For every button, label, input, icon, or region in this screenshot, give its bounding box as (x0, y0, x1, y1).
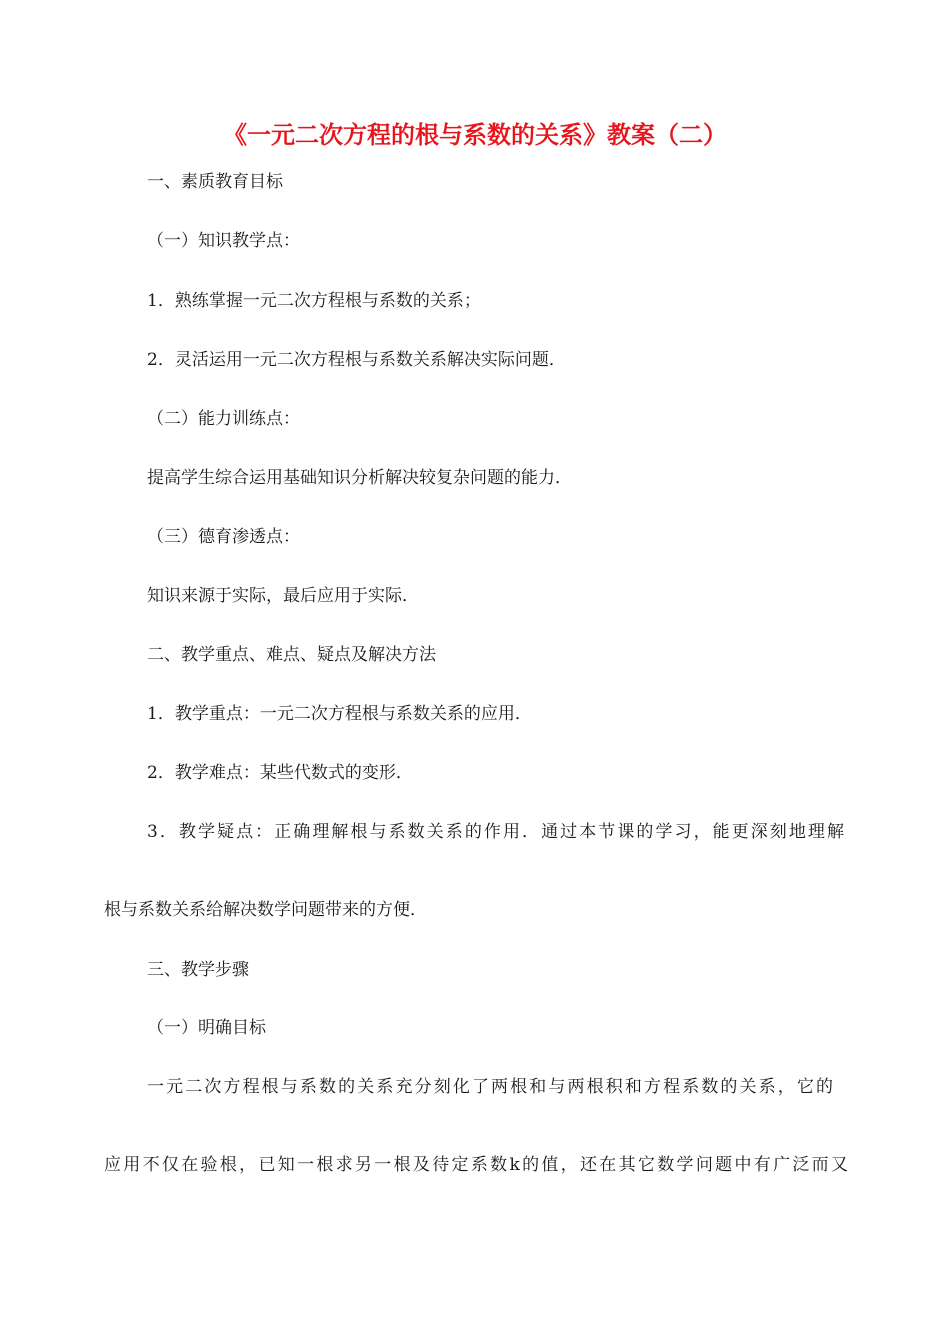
document-title: 《一元二次方程的根与系数的关系》教案（二） (223, 120, 727, 149)
paragraph-doubt-line2: 根与系数关系给解决数学问题带来的方便． (104, 900, 427, 920)
paragraph-objective-line2: 应用不仅在验根，已知一根求另一根及待定系数k的值，还在其它数学问题中有广泛而又 (104, 1155, 848, 1175)
paragraph-ability: 提高学生综合运用基础知识分析解决较复杂问题的能力． (147, 468, 572, 488)
subheading-objective: （一）明确目标 (147, 1018, 266, 1038)
subheading-knowledge: （一）知识教学点： (147, 231, 300, 251)
subheading-moral: （三）德育渗透点： (147, 527, 300, 547)
paragraph-item-2: 2．灵活运用一元二次方程根与系数关系解决实际问题． (147, 350, 566, 370)
subheading-ability: （二）能力训练点： (147, 409, 300, 429)
paragraph-moral: 知识来源于实际，最后应用于实际． (147, 586, 419, 606)
paragraph-item-1: 1．熟练掌握一元二次方程根与系数的关系； (147, 291, 481, 311)
section-heading-goals: 一、素质教育目标 (147, 172, 283, 192)
section-heading-key-points: 二、教学重点、难点、疑点及解决方法 (147, 645, 436, 665)
paragraph-doubt-line1: 3．教学疑点：正确理解根与系数关系的作用．通过本节课的学习，能更深刻地理解 (147, 822, 844, 842)
paragraph-objective-line1: 一元二次方程根与系数的关系充分刻化了两根和与两根积和方程系数的关系，它的 (147, 1077, 833, 1097)
paragraph-key-point: 1．教学重点：一元二次方程根与系数关系的应用． (147, 704, 532, 724)
paragraph-difficulty: 2．教学难点：某些代数式的变形． (147, 763, 413, 783)
section-heading-steps: 三、教学步骤 (147, 960, 249, 980)
